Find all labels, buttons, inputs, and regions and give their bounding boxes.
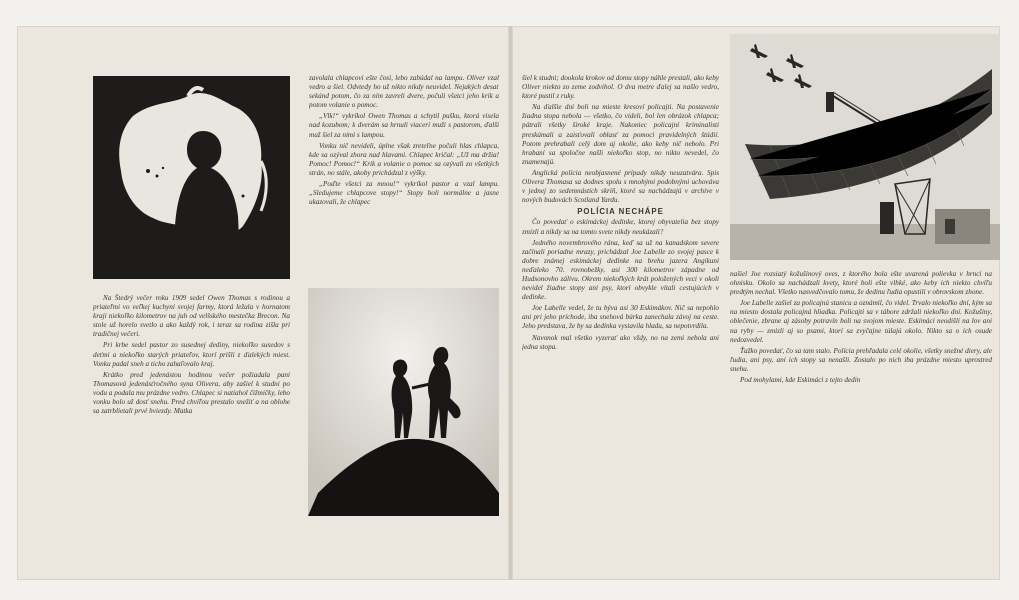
right-page xyxy=(512,26,1000,580)
paragraph: Ťažko povedať, čo sa tam stalo. Polícia prehľadala celé okolie, všetky snežné diery, ale ľudia, ani psy, ani ich stopy sa nenašli. Zostalo po nich iba prázdne miesto uprostred snehu. xyxy=(730,346,992,373)
paragraph: Čo povedať o eskimáckej dedinke, ktorej obyvatelia bez stopy zmizli a nikdy sa na tomto svete nikdy neukázali? xyxy=(522,218,719,236)
left-column-1 xyxy=(93,294,290,570)
photo-silhouette xyxy=(93,76,290,279)
radar-image xyxy=(730,34,1000,260)
paragraph: zavolala chlapcovi ešte čosi, lebo zabúdal na lampu. Oliver vzal vedro a šiel. Odvtedy ho už nikto nikdy neuvidel. Nejakých desať sekúnd potom, čo za ním zavreli dvere, počuli všetci jeho krik a potom volanie o pomoc. xyxy=(309,74,499,110)
photo-radar-dish xyxy=(730,34,1000,260)
paragraph: Navonok mal všetko vyzerať ako vždy, no na zemi nebola ani jedna stopa. xyxy=(522,333,719,351)
paragraph: Anglická polícia neobjasnené prípady nikdy neuzatvára. Spis Olivera Thomasa sa dodnes spolu s mnohými podobnými uchováva v jednej zo sedemnástich skríň, ktoré sa nachádzajú v archíve v nových budovách Scotland Yardu. xyxy=(522,168,719,205)
paragraph: Jedného novembrového rána, keď sa už na kanadskom severe začínali poriadne mrazy, prichádzal Joe Labelle zo svojej pasce k dobre známej eskimáckej dedinke na brehu jazera Angikuni neďaleko 70. rovnobežky, asi 300 kilometrov západne od Hudsonovho zálivu. Okrem niekoľkých krát položených veci v okolí nevidel žiadne stopy ani psy, ktorí obvykle vítali cestujúcich v dedinke. xyxy=(522,238,719,302)
paragraph: Na Štedrý večer roku 1909 sedel Owen Thomas s rodinou a priateľmi vo veľkej kuchyni svojej farmy, ktorá ležala v hornatom kraji niekoľko kilometrov na juh od velšského mestečka Brecon. Na stole už horelo svetlo a ako každý rok, i teraz sa rodina zišla pri tradičnej večeri. xyxy=(93,294,290,339)
right-column-2 xyxy=(730,270,992,570)
paragraph: Pri krbe sedel pastor zo susednej dediny, niekoľko susedov s deťmi a niekoľko starých priateľov, ktorí prišli z ďalekých miest. Vonku padal sneh a ticho zahaľovalo kraj. xyxy=(93,341,290,368)
paragraph: Krátko pred jedenástou hodinou večer požiadala pani Thomasová jedenásťročného syna Olivera, aby zašiel k studni po vodu a podala mu prázdne vedro. Chlapec si natiahol čižmičky, lebo vonku bolo už dosť snehu. Pred chvíľou prestalo snežiť a na oblohe sa zatrblietali prvé hviezdy. Matka xyxy=(93,370,290,416)
paragraph: Joe Labelle vedel, že tu býva asi 30 Eskimákov. Nič sa nepohlo ani pri jeho príchode, iba snehová búrka zanechala závoj na ceste. Jeho predstava, že by sa dedinka vystavila hladu, sa nepotvrdila. xyxy=(522,304,719,331)
paragraph: Vonku nič nevideli, úplne však zreteľne počuli hlas chlapca, kde sa ozýval zhora nad hlavami. Chlapec kričal: „Už ma držia! Pomoc! Pomoc!“ Krik a volanie o pomoc sa ozývali zo všetkých strán, no stále, akoby prichádzal z výšky. xyxy=(309,141,499,177)
paragraph: šiel k studni; dookola krokov od domu stopy náhle prestali, ako keby Oliver niekto zo zeme zodvihol. O dva metre ďalej sa našlo vedro, ktoré pustil z ruky. xyxy=(522,74,719,101)
silhouette-image xyxy=(93,76,290,279)
left-page xyxy=(17,26,509,580)
section-heading: POLÍCIA NECHÁPE xyxy=(577,207,664,217)
paragraph: Joe Labelle zašiel za policajnú stanicu a oznámil, čo videl. Trvalo niekoľko dní, kým sa na miesto dostala policajná hliadka. Policajti sa v tábore zdržali niekoľko dní. Kožušiny, oblečenie, zbrane aj zásoby potravín boli na svojom mieste. Eskimáci neodišli na lov ani na ryby — zmizli aj so psami, ktorí sa zvyčajne túlajú okolo. Nikto sa o ich osude nedozvedel. xyxy=(730,299,992,344)
paragraph: našiel Joe rozsiatý kožušinový oves, z ktorého bola ešte uvarená polievka v hrnci na ohnisku. Okolo sa nachádzali kvety, ktoré boli ešte vlhké, ako keby ich niekto chvíľu predtým nechal. Všetko nasvedčovalo tomu, že dedinu ľudia opustili v obrovskom zhone. xyxy=(730,270,992,297)
right-column-1 xyxy=(522,74,719,574)
left-column-2 xyxy=(309,74,499,289)
paragraph: Pod mohylami, kde Eskimáci z tejto dedin xyxy=(740,376,861,385)
figures-image xyxy=(308,288,499,516)
paragraph: „Poďte všetci za mnou!“ vykríkol pastor a vzal lampu. „Sledujeme chlapcove stopy!“ Stopy boli normálne a jasne ukazovali, že chlapec xyxy=(309,180,499,207)
paragraph: „Vlk!“ vykríkol Owen Thomas a schytil pušku, ktorá visela nad kozubom; k dverám sa hrnuli viacerí muži s pastorom, ďalší muž šiel za nimi s lampou. xyxy=(309,112,499,139)
paragraph: Na ďalšie dni boli na mieste kresoví policajti. Na postavenie žiadna stopa nebola — všetko, čo videli, bol len obrázok chlapca; pátrali všetky široké kraje. Nakoniec policajní kriminalisti preskúmali a zaisťovali oblasť za pomoci pravidelných štúdií. Potom prehrabali celý dom aj okolie, ako keby nič nebolo. Pri hrabaní sa spoločne našli niekoľko stop, no nikto nevedel, čo znamenajú. xyxy=(522,103,719,166)
photo-figures-on-rock xyxy=(308,288,499,516)
